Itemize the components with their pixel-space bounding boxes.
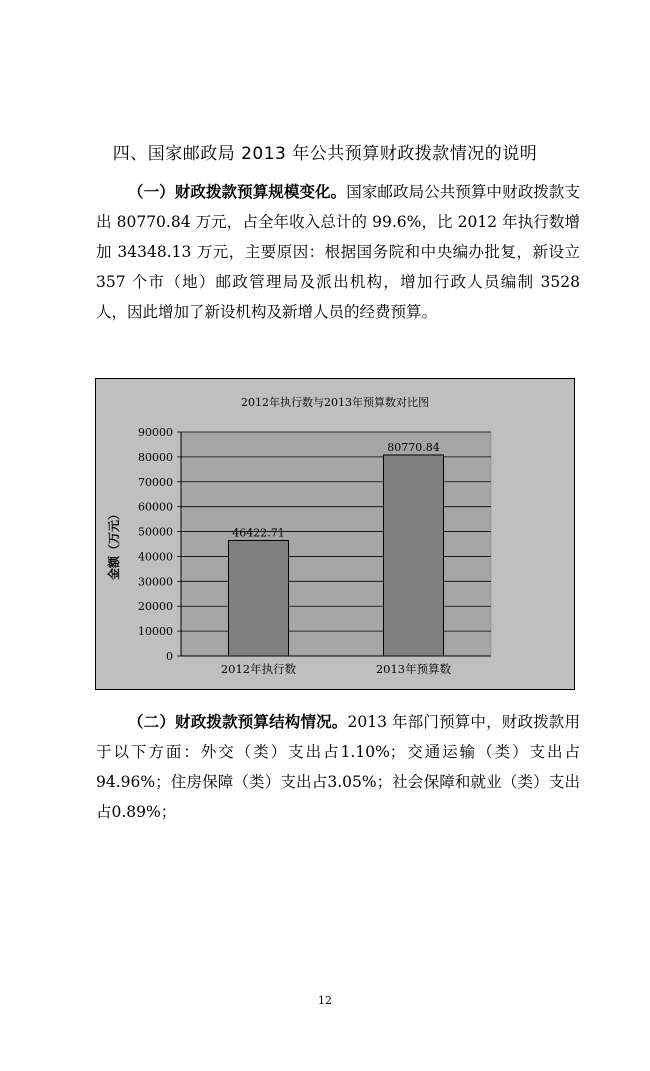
y-tick-label: 20000 xyxy=(138,600,173,614)
x-tick-label: 2013年预算数 xyxy=(375,662,452,676)
y-tick-label: 40000 xyxy=(138,550,173,564)
plot-area xyxy=(181,432,491,656)
data-label: 80770.84 xyxy=(387,440,440,454)
y-tick-label: 50000 xyxy=(138,525,173,539)
bar-chart-svg xyxy=(96,379,574,689)
paragraph-budget-scale xyxy=(96,177,580,327)
paragraph-label: （一）财政拨款预算规模变化。 xyxy=(128,183,347,201)
y-tick-label: 90000 xyxy=(138,426,173,439)
page-number: 12 xyxy=(318,994,332,1007)
y-axis-label: 金额（万元） xyxy=(107,507,121,581)
y-tick-label: 10000 xyxy=(138,625,173,639)
y-tick-label: 60000 xyxy=(138,500,173,514)
y-tick-label: 0 xyxy=(166,650,173,663)
comparison-chart xyxy=(95,378,575,690)
paragraph-text: 国家邮政局公共预算中财政拨款支出 80770.84 万元，占全年收入总计的 99.6%，比 2012 年执行数增加 34348.13 万元，主要原因：根据国务院和中央编办批复，新设立 357 个市（地）邮政管理局及派出机构，增加行政人员编制 3528 人，因此增加了新设机构及新增人员的经费预算。 xyxy=(96,183,580,321)
paragraph-budget-structure xyxy=(96,707,580,827)
bar xyxy=(384,455,444,656)
y-tick-label: 30000 xyxy=(138,575,173,589)
paragraph-text: 2013 年部门预算中，财政拨款用于以下方面：外交（类）支出占1.10%；交通运输（类）支出占94.96%；住房保障（类）支出占3.05%；社会保障和就业（类）支出占0.89%； xyxy=(96,713,580,821)
data-label: 46422.71 xyxy=(232,526,285,540)
chart-title: 2012年执行数与2013年预算数对比图 xyxy=(241,396,429,409)
y-tick-label: 80000 xyxy=(138,450,173,464)
section-heading: 四、国家邮政局 2013 年公共预算财政拨款情况的说明 xyxy=(112,144,538,164)
x-tick-label: 2012年执行数 xyxy=(220,662,297,676)
bar xyxy=(229,540,289,656)
paragraph-label: （二）财政拨款预算结构情况。 xyxy=(128,713,348,731)
y-tick-label: 70000 xyxy=(138,475,173,489)
